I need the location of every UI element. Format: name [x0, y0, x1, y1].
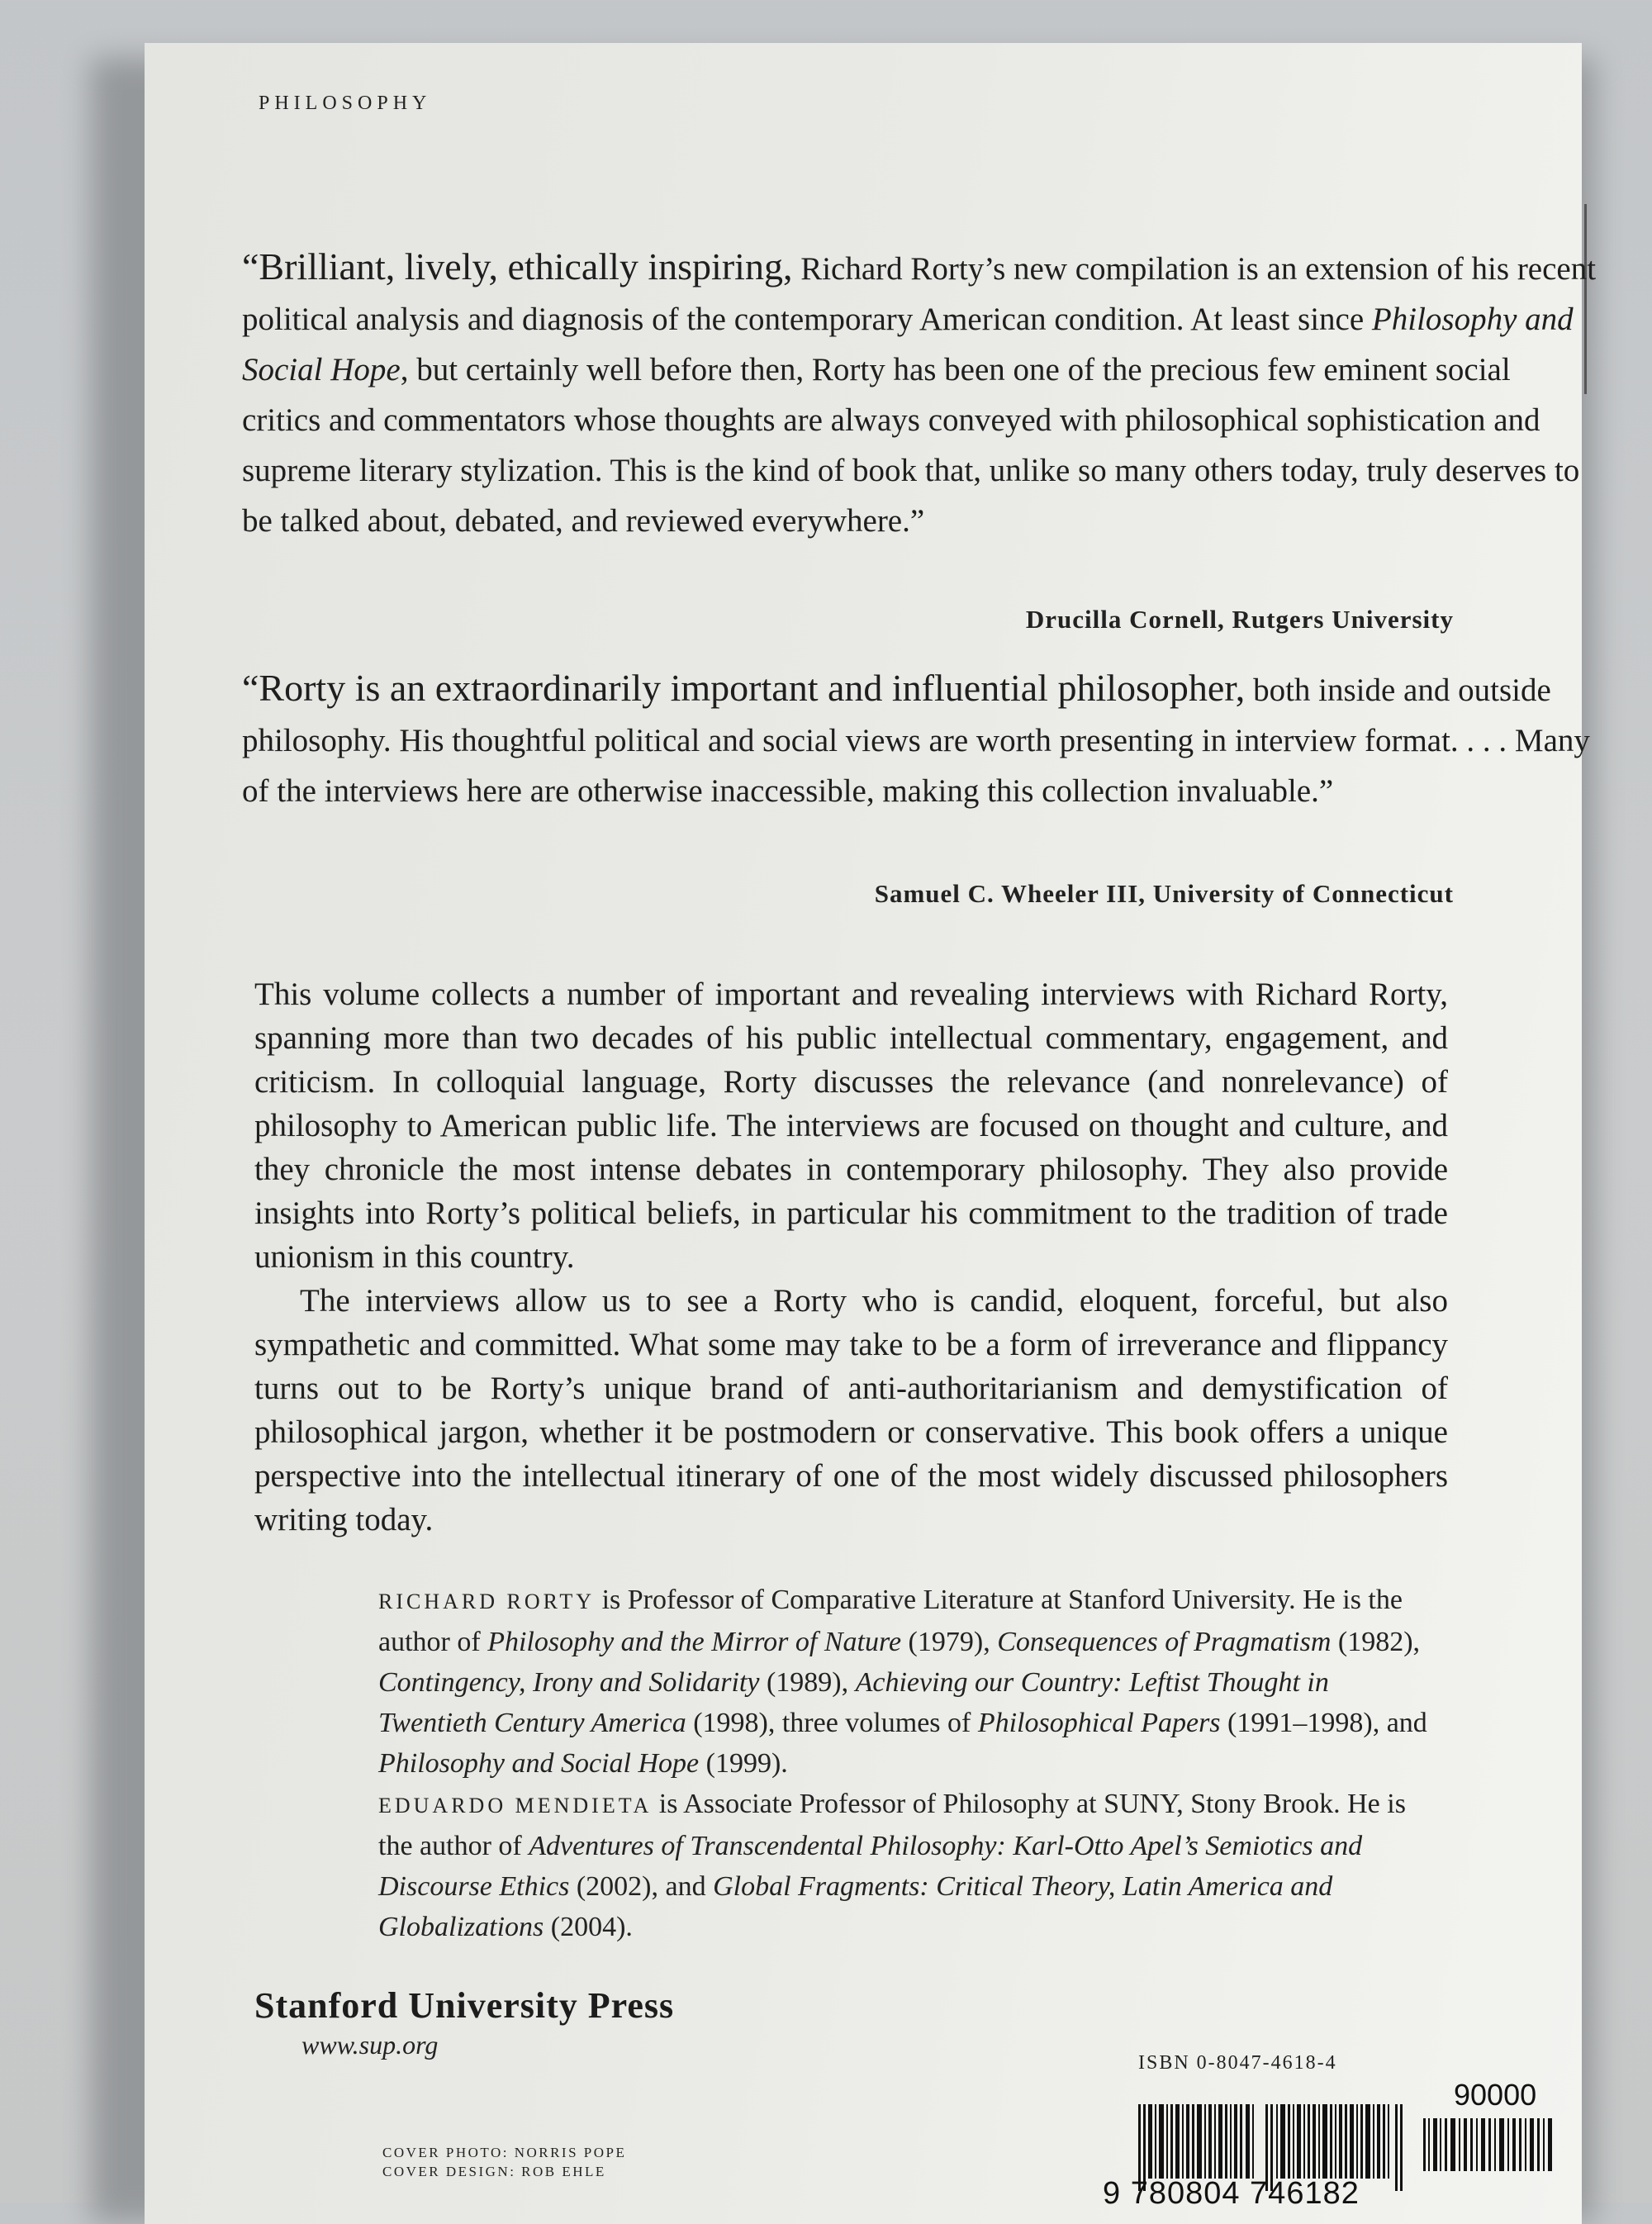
book-description	[254, 972, 1448, 1542]
cover-design-credit: COVER DESIGN: ROB EHLE	[382, 2164, 606, 2179]
blurb-quote-1	[242, 241, 1597, 546]
quote-2-text: both inside and outside philosophy. His thoughtful political and social views are worth presenting in interview format. . . . Many of the interviews here are otherwise inaccessible, making this collection invaluable.”	[242, 672, 1590, 809]
quote-1-text-b: , but certainly well before then, Rorty has been one of the precious few eminent social critics and commentators whose thoughts are always conveyed with philosophical sophistication and supreme literary stylization. This is the kind of book that, unlike so many others today, truly deserves to be talked about, debated, and reviewed everywhere.”	[242, 352, 1580, 539]
bio-mendieta: EDUARDO MENDIETA is Associate Professor of Philosophy at SUNY, Stony Brook. He is the author of Adventures of Transcendental Philosophy: Karl-Otto Apel’s Semiotics and Discourse Ethics (2002), and Global Fragments: Critical Theory, Latin America and Globalizations (2004).	[378, 1789, 1406, 1942]
quote-2-lead: “Rorty is an extraordinarily important and influential philosopher,	[242, 667, 1246, 709]
barcode-addon-number: 90000	[1454, 2078, 1537, 2112]
publisher-name: Stanford University Press	[254, 1985, 675, 2026]
isbn-number: ISBN 0-8047-4618-4	[1138, 2052, 1337, 2074]
description-paragraph-1: This volume collects a number of important and revealing interviews with Richard Rorty, spanning more than two decades of his public intellectual commentary, engagement, and criticism. In colloquial language, Rorty discusses the relevance (and nonrelevance) of philosophy to American public life. The interviews are focused on thought and culture, and they chronicle the most intense debates in contemporary philosophy. They also provide insights into Rorty’s political beliefs, in particular his commitment to the tradition of trade unionism in this country.	[254, 977, 1448, 1275]
bio-mendieta-name: EDUARDO MENDIETA	[378, 1794, 653, 1818]
bio-rorty: RICHARD RORTY is Professor of Comparative Literature at Stanford University. He is the author of Philosophy and the Mirror of Nature (1979), Consequences of Pragmatism (1982), Contingency, Irony and Solidarity (1989), Achieving our Country: Leftist Thought in Twentieth Century America (1998), three volumes of Philosophical Papers (1991–1998), and Philosophy and Social Hope (1999).	[378, 1585, 1427, 1779]
quote-1-lead: “Brilliant, lively, ethically inspiring,	[242, 245, 793, 288]
book-back-cover	[145, 43, 1597, 2224]
blurb-quote-2	[242, 663, 1597, 816]
description-paragraph-2: The interviews allow us to see a Rorty who is candid, eloquent, forceful, but also sympathetic and committed. What some may take to be a form of irreverance and flippancy turns out to be Rorty’s unique brand of anti-authoritarianism and demystification of philosophical jargon, whether it be postmodern or conservative. This book offers a unique perspective into the intellectual itinerary of one of the most widely discussed philosophers writing today.	[254, 1283, 1448, 1537]
cover-credits	[382, 2143, 626, 2181]
publisher-url: www.sup.org	[301, 2030, 439, 2060]
category-label: PHILOSOPHY	[259, 93, 432, 114]
bio-rorty-name: RICHARD RORTY	[378, 1590, 596, 1613]
quote-1-text-a: Richard Rorty’s new compilation is an extension of his recent political analysis and diagnosis of the contemporary American condition. At least since	[242, 251, 1597, 337]
price-addon-barcode	[1423, 2118, 1555, 2171]
quote-1-book-title: Philosophy and Social Hope	[242, 302, 1574, 387]
author-bios	[378, 1580, 1427, 1947]
quote-2-attribution: Samuel C. Wheeler III, University of Connecticut	[874, 879, 1454, 908]
quote-1-attribution: Drucilla Cornell, Rutgers University	[1025, 605, 1454, 634]
cover-photo-credit: COVER PHOTO: NORRIS POPE	[382, 2145, 627, 2160]
barcode-number: 9 780804 746182	[1103, 2176, 1360, 2211]
